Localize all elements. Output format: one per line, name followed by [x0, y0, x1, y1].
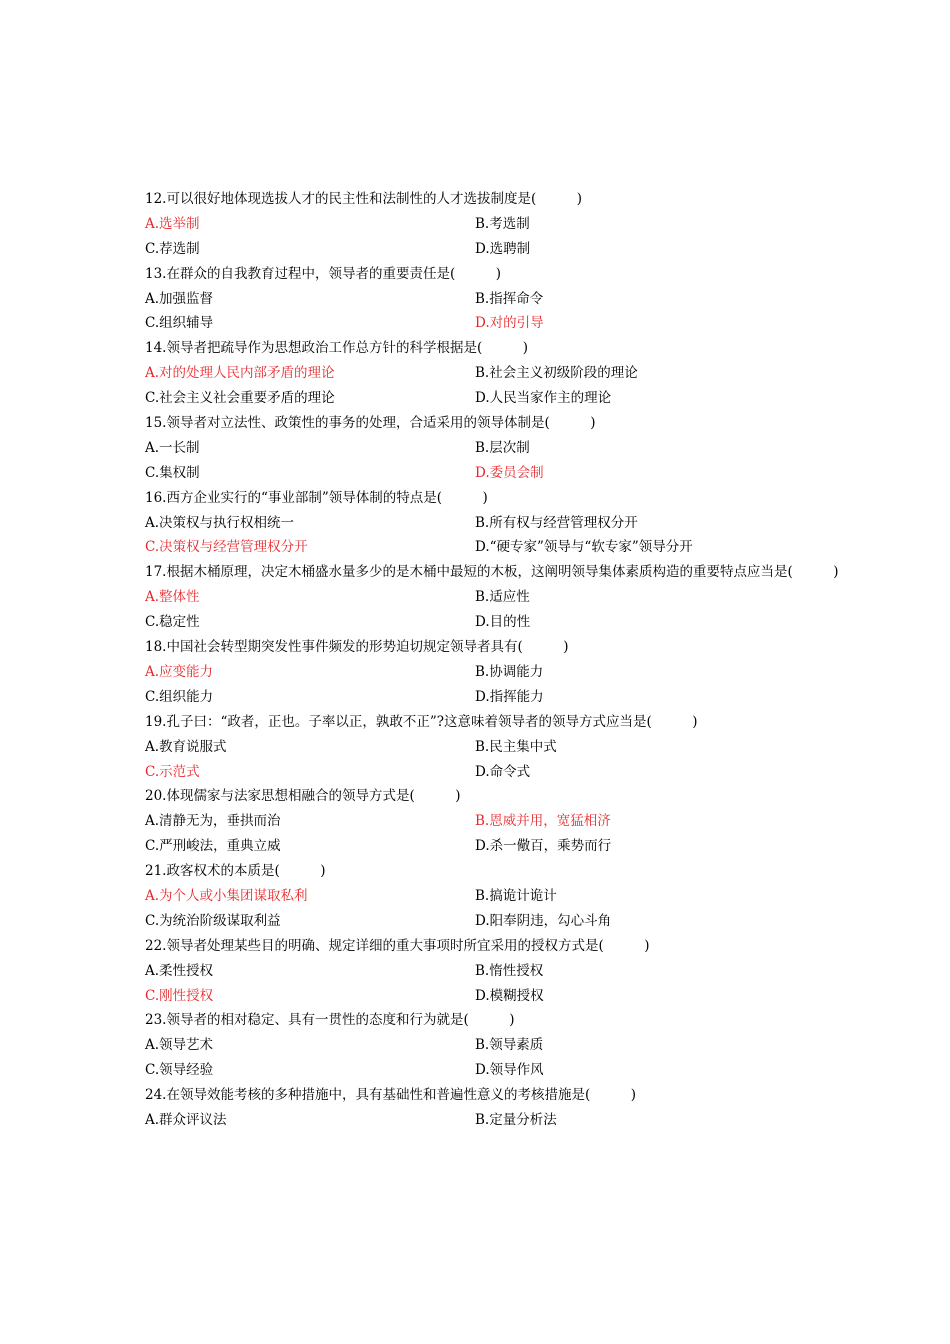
question-item: [145, 1008, 855, 1083]
answer-option: A.为个人或小集团谋取私利: [145, 887, 308, 904]
option: A.加强监督: [145, 290, 214, 307]
question-stem: 12.可以很好地体现选拔人才的民主性和法制性的人才选拔制度是( ): [145, 191, 583, 207]
option: C.稳定性: [145, 614, 200, 631]
option-row: [145, 685, 855, 710]
question-stem: 16.西方企业实行的“事业部制”领导体制的特点是( ): [145, 489, 488, 506]
option: C.领导经验: [145, 1062, 214, 1079]
question-stem: 22.领导者处理某些目的明确、规定详细的重大事项时所宜采用的授权方式是( ): [145, 937, 650, 954]
question-stem: 15.领导者对立法性、政策性的事务的处理，合适采用的领导体制是( ): [145, 415, 596, 432]
question-stem: 17.根据木桶原理，决定木桶盛水量多少的是木桶中最短的木板，这阐明领导集体素质构造的重要特点应当是( ): [145, 564, 839, 581]
option: A.清静无为，垂拱而治: [145, 813, 281, 830]
option: C.社会主义社会重要矛盾的理论: [145, 390, 335, 407]
option: B.指挥命令: [475, 290, 544, 307]
option: B.惰性授权: [475, 962, 544, 979]
option-row: [145, 760, 855, 785]
option: C.组织能力: [145, 688, 214, 705]
option-row: [145, 959, 855, 984]
option-row: [145, 386, 855, 411]
option-row: [145, 909, 855, 934]
question-stem: 23.领导者的相对稳定、具有一贯性的态度和行为就是( ): [145, 1012, 515, 1029]
option: B.民主集中式: [475, 738, 557, 755]
question-item: [145, 262, 855, 337]
option: B.领导素质: [475, 1037, 544, 1054]
question-item: [145, 336, 855, 411]
question-item: [145, 934, 855, 1009]
option-row: [145, 585, 855, 610]
question-item: [145, 784, 855, 859]
question-list: [145, 187, 855, 1133]
question-item: [145, 560, 855, 635]
option: D.领导作风: [475, 1062, 544, 1079]
question-stem: 14.领导者把疏导作为思想政治工作总方针的科学根据是( ): [145, 340, 529, 357]
question-stem: 19.孔子曰：“政者，正也。子率以正，孰敢不正”?这意味着领导者的领导方式应当是( ): [145, 713, 698, 730]
answer-option: A.对的处理人民内部矛盾的理论: [145, 365, 335, 382]
question-item: [145, 187, 855, 262]
option: D.目的性: [475, 614, 531, 631]
option-row: [145, 436, 855, 461]
answer-option: A.整体性: [145, 589, 200, 606]
question-stem: 13.在群众的自我教育过程中，领导者的重要责任是( ): [145, 265, 502, 282]
option: B.协调能力: [475, 663, 544, 680]
option-row: [145, 511, 855, 536]
answer-option: B.恩威并用，宽猛相济: [475, 813, 611, 830]
answer-option: D.委员会制: [475, 464, 544, 481]
option: C.集权制: [145, 464, 200, 481]
answer-option: D.对的引导: [475, 315, 544, 332]
option: D.选聘制: [475, 240, 531, 257]
option: A.一长制: [145, 439, 200, 456]
option-row: [145, 1033, 855, 1058]
answer-option: A.应变能力: [145, 663, 214, 680]
option: B.社会主义初级阶段的理论: [475, 365, 638, 382]
question-item: [145, 486, 855, 561]
answer-option: A.选举制: [145, 215, 200, 232]
option: D.“硬专家”领导与“软专家”领导分开: [475, 539, 693, 556]
option: D.杀一儆百，乘势而行: [475, 838, 612, 855]
option-row: [145, 311, 855, 336]
option: B.搞诡计诡计: [475, 887, 557, 904]
question-stem: 18.中国社会转型期突发性事件频发的形势迫切规定领导者具有( ): [145, 639, 569, 656]
option: B.所有权与经营管理权分开: [475, 514, 638, 531]
option-row: [145, 1058, 855, 1083]
question-item: [145, 710, 855, 785]
question-item: [145, 1083, 855, 1133]
option-row: [145, 984, 855, 1009]
option: A.领导艺术: [145, 1037, 214, 1054]
option-row: [145, 809, 855, 834]
option: C.组织辅导: [145, 315, 214, 332]
option-row: [145, 361, 855, 386]
option-row: [145, 212, 855, 237]
option: C.为统治阶级谋取利益: [145, 912, 281, 929]
option: B.定量分析法: [475, 1111, 557, 1128]
option-row: [145, 884, 855, 909]
option-row: [145, 237, 855, 262]
option-row: [145, 1108, 855, 1133]
option-row: [145, 287, 855, 312]
option-row: [145, 834, 855, 859]
option: B.考选制: [475, 215, 530, 232]
option: D.指挥能力: [475, 688, 544, 705]
option: A.教育说服式: [145, 738, 227, 755]
question-item: [145, 635, 855, 710]
question-item: [145, 411, 855, 486]
option: D.命令式: [475, 763, 531, 780]
option: B.层次制: [475, 439, 530, 456]
option-row: [145, 610, 855, 635]
answer-option: C.示范式: [145, 763, 200, 780]
answer-option: C.刚性授权: [145, 987, 214, 1004]
question-stem: 21.政客权术的本质是( ): [145, 863, 326, 880]
option-row: [145, 660, 855, 685]
option: D.人民当家作主的理论: [475, 390, 612, 407]
option: D.阳奉阴违，勾心斗角: [475, 912, 612, 929]
question-stem: 20.体现儒家与法家思想相融合的领导方式是( ): [145, 788, 461, 805]
option: C.荐选制: [145, 240, 200, 257]
option: A.决策权与执行权相统一: [145, 514, 295, 531]
option: A.群众评议法: [145, 1111, 227, 1128]
option-row: [145, 535, 855, 560]
option-row: [145, 735, 855, 760]
option: A.柔性授权: [145, 962, 214, 979]
answer-option: C.决策权与经营管理权分开: [145, 539, 308, 556]
option: B.适应性: [475, 589, 530, 606]
option: C.严刑峻法，重典立威: [145, 838, 281, 855]
option-row: [145, 461, 855, 486]
question-item: [145, 859, 855, 934]
question-stem: 24.在领导效能考核的多种措施中，具有基础性和普遍性意义的考核措施是( ): [145, 1087, 637, 1104]
option: D.模糊授权: [475, 987, 544, 1004]
